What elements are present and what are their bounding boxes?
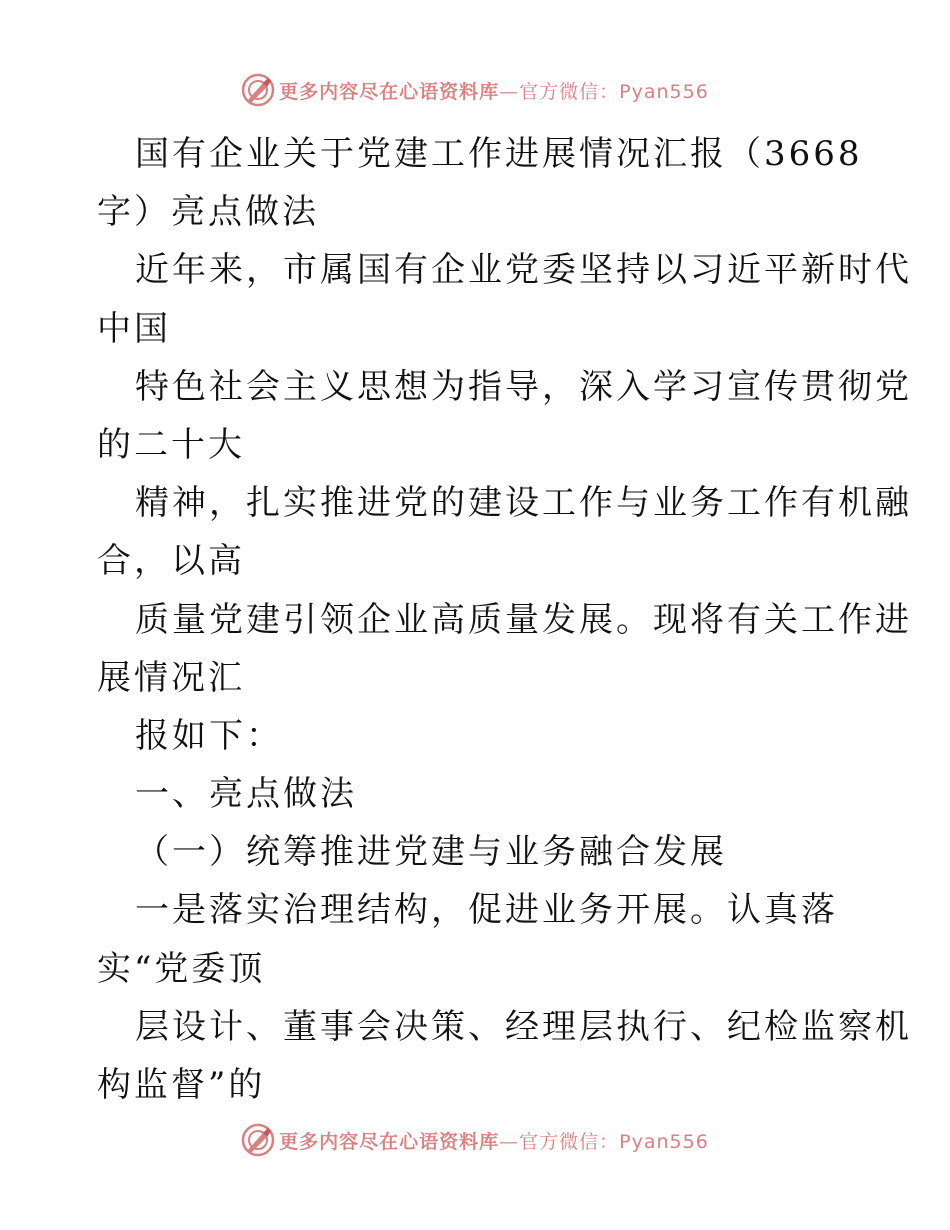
document-line: 合，以高 [97, 541, 245, 582]
document-line: 实“党委顶 [97, 948, 266, 989]
document-line: 展情况汇 [97, 657, 245, 698]
document-line: 构监督”的 [97, 1065, 266, 1105]
document-body [97, 125, 912, 1114]
watermark-text: 更多内容尽在心语资料库—官方微信：Pyan556 [279, 80, 709, 103]
document-line: （一）统筹推进党建与业务融合发展 [135, 832, 727, 873]
document-line: 报如下： [135, 715, 283, 756]
document-line: 一是落实治理结构，促进业务开展。认真落 [135, 890, 838, 931]
document-line: 精神，扎实推进党的建设工作与业务工作有机融 [135, 483, 912, 524]
document-line: 的二十大 [97, 424, 245, 465]
pen-logo-icon [241, 1123, 275, 1157]
watermark-text: 更多内容尽在心语资料库—官方微信：Pyan556 [279, 1130, 709, 1153]
document-line: 近年来，市属国有企业党委坚持以习近平新时代 [135, 250, 912, 291]
document-line: 质量党建引领企业高质量发展。现将有关工作进 [135, 599, 912, 640]
document-line: 字）亮点做法 [97, 192, 319, 233]
pen-logo-icon [241, 73, 275, 107]
document-line: 国有企业关于党建工作进展情况汇报（3668 [135, 134, 863, 174]
document-line: 一、亮点做法 [135, 774, 357, 815]
document-line: 层设计、董事会决策、经理层执行、纪检监察机 [135, 1006, 912, 1047]
footer-watermark [0, 1122, 950, 1158]
document-line: 特色社会主义思想为指导，深入学习宣传贯彻党 [135, 366, 912, 407]
header-watermark [0, 72, 950, 108]
document-line: 中国 [97, 308, 171, 349]
